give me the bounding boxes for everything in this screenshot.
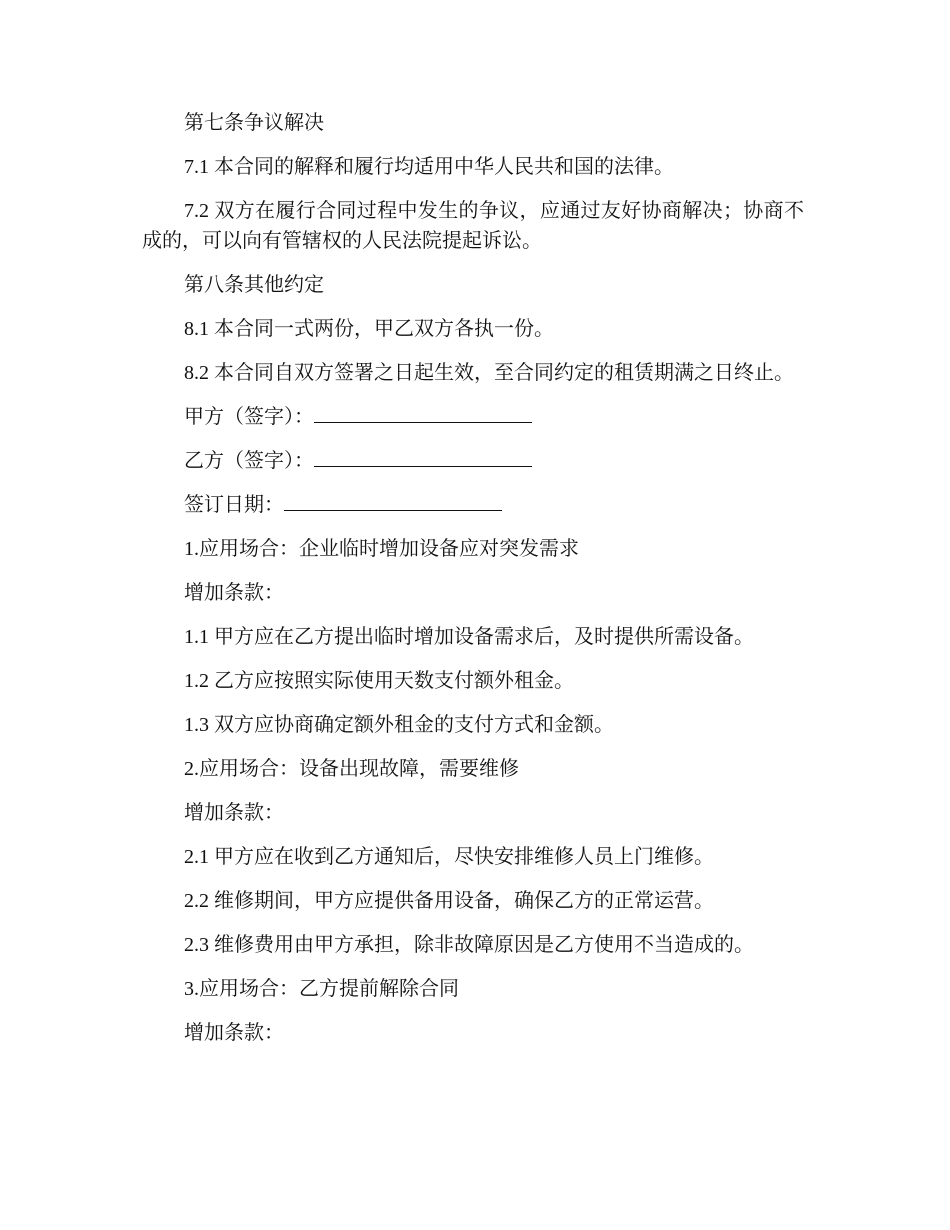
clause-1-3: 1.3 双方应协商确定额外租金的支付方式和金额。 <box>184 714 614 736</box>
section-heading-7: 第七条争议解决 <box>184 112 324 134</box>
clause-2-2: 2.2 维修期间，甲方应提供备用设备，确保乙方的正常运营。 <box>184 890 714 912</box>
document-page <box>142 108 804 1062</box>
party-b-label: 乙方（签字）： <box>184 450 314 472</box>
scenario-3-title: 3.应用场合：乙方提前解除合同 <box>184 978 459 1000</box>
scenario-1-title: 1.应用场合：企业临时增加设备应对突发需求 <box>184 538 579 560</box>
clause-8-1: 8.1 本合同一式两份，甲乙双方各执一份。 <box>184 318 554 340</box>
party-b-signature <box>142 446 804 476</box>
scenario-2-title: 2.应用场合：设备出现故障，需要维修 <box>184 758 519 780</box>
scenario-3-added-clauses: 增加条款： <box>184 1022 284 1044</box>
section-heading-8: 第八条其他约定 <box>184 274 324 296</box>
scenario-1-added-clauses: 增加条款： <box>184 582 284 604</box>
party-a-label: 甲方（签字）： <box>184 406 314 428</box>
clause-1-2: 1.2 乙方应按照实际使用天数支付额外租金。 <box>184 670 574 692</box>
clause-7-2: 7.2 双方在履行合同过程中发生的争议，应通过友好协商解决；协商不成的，可以向有管辖权的人民法院提起诉讼。 <box>142 200 804 252</box>
signing-date-line <box>284 492 502 511</box>
signing-date <box>142 490 804 520</box>
party-a-signature <box>142 402 804 432</box>
party-a-signature-line <box>314 404 532 423</box>
clause-2-1: 2.1 甲方应在收到乙方通知后，尽快安排维修人员上门维修。 <box>184 846 714 868</box>
clause-2-3: 2.3 维修费用由甲方承担，除非故障原因是乙方使用不当造成的。 <box>184 934 754 956</box>
clause-7-1: 7.1 本合同的解释和履行均适用中华人民共和国的法律。 <box>184 156 674 178</box>
clause-8-2: 8.2 本合同自双方签署之日起生效，至合同约定的租赁期满之日终止。 <box>184 362 794 384</box>
clause-1-1: 1.1 甲方应在乙方提出临时增加设备需求后，及时提供所需设备。 <box>184 626 754 648</box>
scenario-2-added-clauses: 增加条款： <box>184 802 284 824</box>
signing-date-label: 签订日期： <box>184 494 284 516</box>
party-b-signature-line <box>314 448 532 467</box>
